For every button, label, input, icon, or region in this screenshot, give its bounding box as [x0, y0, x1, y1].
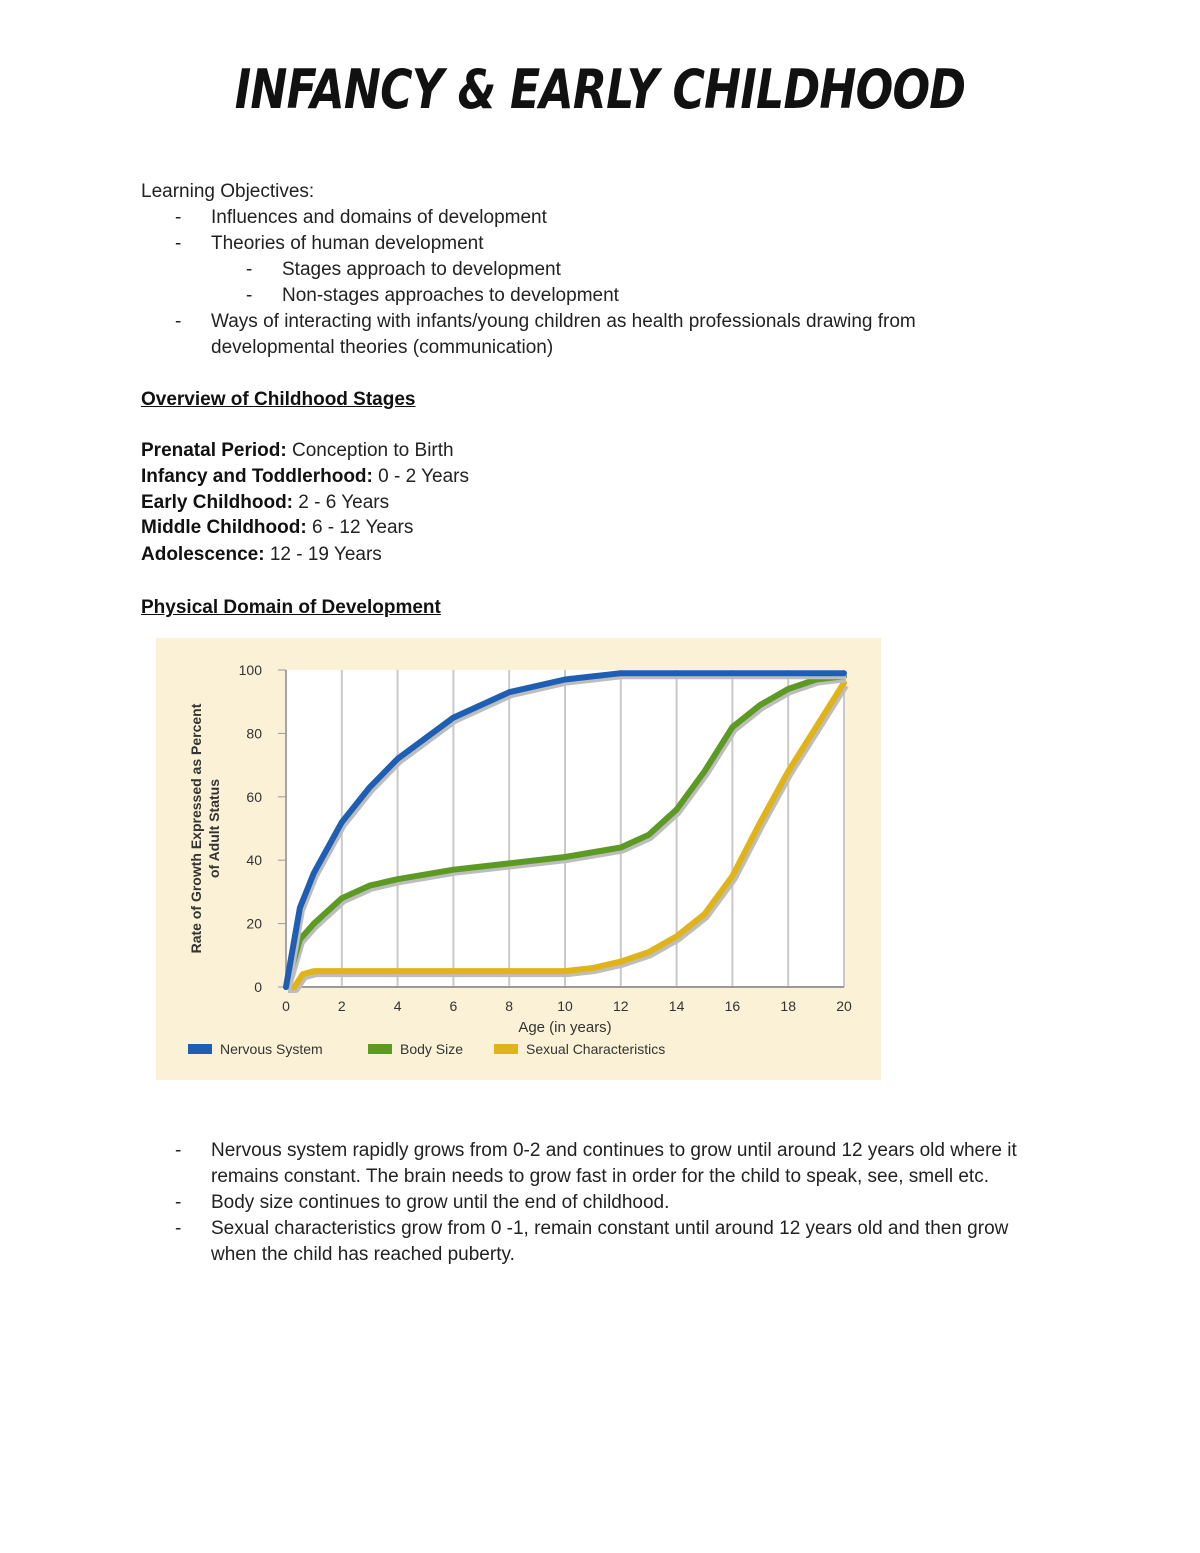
y-axis-label: Rate of Growth Expressed as Percent — [188, 703, 204, 954]
stage-range: 2 - 6 Years — [293, 492, 390, 513]
y-tick-label: 100 — [238, 662, 262, 678]
x-tick-label: 12 — [613, 998, 629, 1014]
bullet-dash: - — [175, 207, 182, 228]
stage-prenatal — [141, 438, 454, 464]
x-tick-label: 18 — [780, 998, 796, 1014]
x-tick-label: 10 — [557, 998, 573, 1014]
y-axis-label: of Adult Status — [206, 778, 222, 879]
x-tick-label: 16 — [724, 998, 741, 1014]
stage-name: Early Childhood: — [141, 492, 293, 513]
bullet-dash: - — [175, 1192, 182, 1213]
legend-label: Nervous System — [220, 1041, 323, 1057]
objective-text: Influences and domains of development — [211, 207, 547, 228]
legend-label: Sexual Characteristics — [526, 1041, 666, 1057]
growth-chart — [156, 638, 881, 1080]
x-axis-label: Age (in years) — [518, 1019, 612, 1036]
stage-adolescence — [141, 542, 382, 568]
objective-text: Ways of interacting with infants/young children as health professionals drawing from — [211, 311, 916, 332]
stage-infancy — [141, 464, 469, 490]
y-tick-label: 80 — [246, 725, 262, 742]
legend-swatch — [494, 1044, 518, 1054]
objective-text: Stages approach to development — [282, 259, 561, 280]
overview-heading: Overview of Childhood Stages — [141, 389, 416, 410]
objective-text: Theories of human development — [211, 233, 484, 254]
legend-label: Body Size — [400, 1041, 464, 1057]
y-tick-label: 20 — [246, 915, 262, 932]
legend-swatch — [368, 1044, 392, 1054]
x-tick-label: 14 — [668, 998, 685, 1014]
note-text: Body size continues to grow until the end of childhood. — [211, 1192, 670, 1213]
bullet-dash: - — [175, 311, 182, 332]
bullet-dash: - — [246, 259, 253, 280]
growth-chart-svg — [156, 638, 881, 1080]
bullet-dash: - — [246, 285, 253, 306]
stage-name: Adolescence: — [141, 544, 265, 565]
x-tick-label: 2 — [337, 998, 346, 1014]
x-tick-label: 4 — [393, 998, 402, 1014]
note-text-continued: remains constant. The brain needs to grow fast in order for the child to speak, see, smell etc. — [211, 1166, 989, 1187]
stage-name: Prenatal Period: — [141, 440, 287, 461]
x-tick-label: 0 — [282, 998, 290, 1014]
stage-range: 12 - 19 Years — [264, 544, 382, 565]
page-title: INFANCY & EARLY CHILDHOOD — [234, 58, 966, 121]
y-tick-label: 40 — [246, 852, 262, 869]
x-tick-label: 6 — [449, 998, 458, 1014]
objectives-label: Learning Objectives: — [141, 181, 315, 202]
stage-range: 6 - 12 Years — [306, 517, 414, 538]
note-text: Sexual characteristics grow from 0 -1, remain constant until around 12 years old and then grow — [211, 1218, 1009, 1239]
objective-text-continued: developmental theories (communication) — [211, 337, 554, 358]
x-tick-label: 8 — [505, 998, 514, 1014]
legend-swatch — [188, 1044, 212, 1054]
bullet-dash: - — [175, 1218, 182, 1239]
physical-heading: Physical Domain of Development — [141, 597, 441, 618]
stage-range: Conception to Birth — [286, 440, 454, 461]
note-text: Nervous system rapidly grows from 0-2 and continues to grow until around 12 years old where it — [211, 1140, 1017, 1161]
y-tick-label: 60 — [246, 788, 262, 805]
stage-name: Infancy and Toddlerhood: — [141, 466, 373, 487]
y-tick-label: 0 — [254, 979, 262, 995]
note-text-continued: when the child has reached puberty. — [211, 1244, 515, 1265]
objective-text: Non-stages approaches to development — [282, 285, 619, 306]
stage-name: Middle Childhood: — [141, 517, 307, 538]
x-tick-label: 20 — [836, 998, 852, 1014]
bullet-dash: - — [175, 233, 182, 254]
stage-middle-childhood — [141, 515, 413, 541]
stage-early-childhood — [141, 490, 389, 516]
stage-range: 0 - 2 Years — [372, 466, 469, 487]
bullet-dash: - — [175, 1140, 182, 1161]
